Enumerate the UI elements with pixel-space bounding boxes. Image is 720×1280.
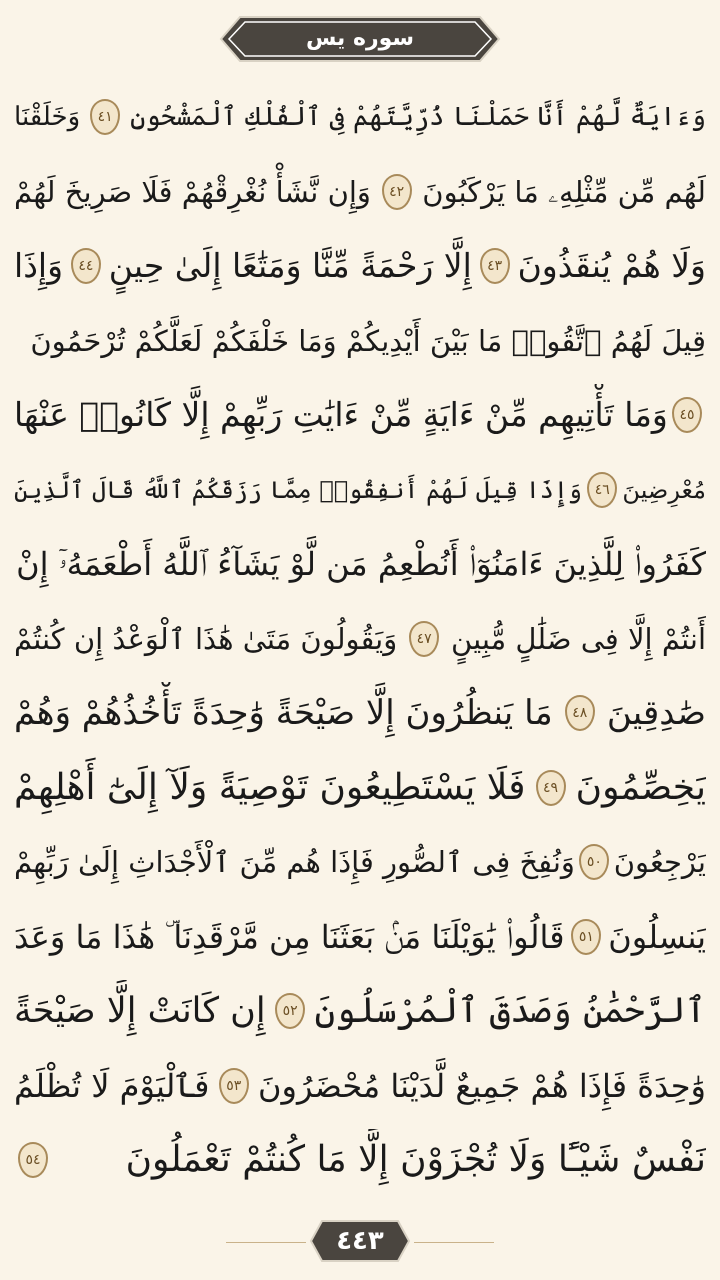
ayah-number-marker: ٥٠ <box>579 844 609 880</box>
verse-text: يَخِصِّمُونَ <box>575 766 706 808</box>
verse-text: وَيَقُولُونَ مَتَىٰ هَٰذَا ٱلْوَعْدُ إِن كُنتُمْ <box>14 621 398 656</box>
verse-line <box>14 831 706 893</box>
verse-line <box>14 161 706 223</box>
ayah-number-marker: ٥١ <box>571 919 601 955</box>
verse-text: يَرْجِعُونَ <box>613 845 706 879</box>
verse-text: وَإِذَا <box>14 246 64 285</box>
verse-line <box>14 1055 706 1117</box>
page-number-badge <box>308 1218 412 1264</box>
verse-text: مَا يَنظُرُونَ إِلَّا صَيْحَةً وَٰحِدَةً تَأْخُذُهُمْ وَهُمْ <box>14 693 553 733</box>
verse-line <box>14 906 706 968</box>
verse-text: ٱلرَّحْمَٰنُ وَصَدَقَ ٱلْمُرْسَلُونَ <box>314 991 706 1031</box>
verse-line <box>14 235 706 297</box>
ayah-number-marker: ٤٢ <box>382 174 412 210</box>
verse-text: وَمَا تَأْتِيهِم مِّنْ ءَايَةٍ مِّنْ ءَايَٰتِ رَبِّهِمْ إِلَّا كَانُوا۟ عَنْهَا <box>14 395 668 434</box>
ayah-number-marker: ٤١ <box>90 99 120 135</box>
footer-divider-right <box>414 1242 494 1243</box>
ayah-number-marker: ٤٣ <box>480 248 510 284</box>
verse-text: وَخَلَقْنَا <box>14 102 81 132</box>
verse-text: فَلَا يَسْتَطِيعُونَ تَوْصِيَةً وَلَآ إِلَىٰٓ أَهْلِهِمْ <box>14 766 526 808</box>
verse-text: وَٰحِدَةً فَإِذَا هُمْ جَمِيعٌ لَّدَيْنَا مُحْضَرُونَ <box>258 1066 706 1105</box>
page-number: ٤٤٣ <box>336 1226 384 1256</box>
verse-text: وَلَا هُمْ يُنقَذُونَ <box>517 246 706 285</box>
verse-text: صَٰدِقِينَ <box>606 693 706 733</box>
verse-line <box>14 1129 706 1191</box>
ayah-number-marker: ٤٤ <box>71 248 101 284</box>
verse-line <box>14 533 706 595</box>
surah-title-badge <box>218 14 502 64</box>
verse-line <box>14 86 706 148</box>
verse-line <box>14 682 706 744</box>
ayah-number-marker: ٥٢ <box>275 993 305 1029</box>
verse-line <box>14 384 706 446</box>
verse-text: وَإِذَا قِيلَ لَهُمْ أَنفِقُوا۟ مِمَّا رَزَقَكُمُ ٱللَّهُ قَالَ ٱلَّذِينَ <box>14 475 582 504</box>
page-footer <box>0 1212 720 1272</box>
ayah-number-marker: ٥٣ <box>219 1068 249 1104</box>
ayah-number-marker: ٤٧ <box>409 621 439 657</box>
verse-line <box>14 980 706 1042</box>
footer-divider-left <box>226 1242 306 1243</box>
verse-text: نَفْسٌ شَيْـًٔا وَلَا تُجْزَوْنَ إِلَّا مَا كُنتُمْ تَعْمَلُونَ <box>125 1139 706 1180</box>
verse-text: إِلَّا رَحْمَةً مِّنَّا وَمَتَٰعًا إِلَىٰ حِينٍ <box>108 246 472 285</box>
verse-text: قَالُوا۟ يَٰوَيْلَنَا مَنۢ بَعَثَنَا مِن مَّرْقَدِنَا ۜ هَٰذَا مَا وَعَدَ <box>14 917 565 956</box>
verse-text: وَإِن نَّشَأْ نُغْرِقْهُمْ فَلَا صَرِيخَ لَهُمْ <box>14 174 371 209</box>
ayah-number-marker: ٤٥ <box>672 397 702 433</box>
ayah-number-marker: ٥٤ <box>18 1142 48 1178</box>
verse-line <box>14 757 706 819</box>
ayah-number-marker: ٤٩ <box>536 770 566 806</box>
verse-text: وَنُفِخَ فِى ٱلصُّورِ فَإِذَا هُم مِّنَ ٱلْأَجْدَاثِ إِلَىٰ رَبِّهِمْ <box>14 845 575 879</box>
verse-text: قِيلَ لَهُمُ ٱتَّقُوا۟ مَا بَيْنَ أَيْدِيكُمْ وَمَا خَلْفَكُمْ لَعَلَّكُمْ تُرْحَمُونَ <box>30 323 706 358</box>
verse-text: أَنتُمْ إِلَّا فِى ضَلَٰلٍ مُّبِينٍ <box>451 621 706 656</box>
verse-line <box>14 310 706 372</box>
verse-text: يَنسِلُونَ <box>608 917 706 956</box>
verse-text: إِن كَانَتْ إِلَّا صَيْحَةً <box>14 991 266 1031</box>
verse-line <box>14 608 706 670</box>
verse-text: مُعْرِضِينَ <box>622 475 706 504</box>
verse-text: كَفَرُوا۟ لِلَّذِينَ ءَامَنُوٓا۟ أَنُطْعِمُ مَن لَّوْ يَشَآءُ ٱللَّهُ أَطْعَمَهُۥٓ إِنْ <box>16 545 706 583</box>
verse-text: لَهُم مِّن مِّثْلِهِۦ مَا يَرْكَبُونَ <box>422 174 706 209</box>
header-bar <box>0 0 720 80</box>
quran-page-text <box>14 86 706 1206</box>
surah-name: سوره يس <box>305 26 415 51</box>
verse-text: وَءَايَةٌ لَّهُمْ أَنَّا حَمَلْنَا ذُرِّيَّتَهُمْ فِى ٱلْفُلْكِ ٱلْمَشْحُونِ <box>130 102 706 132</box>
verse-line <box>14 459 706 521</box>
verse-text: فَٱلْيَوْمَ لَا تُظْلَمُ <box>14 1066 210 1105</box>
ayah-number-marker: ٤٦ <box>587 472 617 508</box>
ayah-number-marker: ٤٨ <box>565 695 595 731</box>
